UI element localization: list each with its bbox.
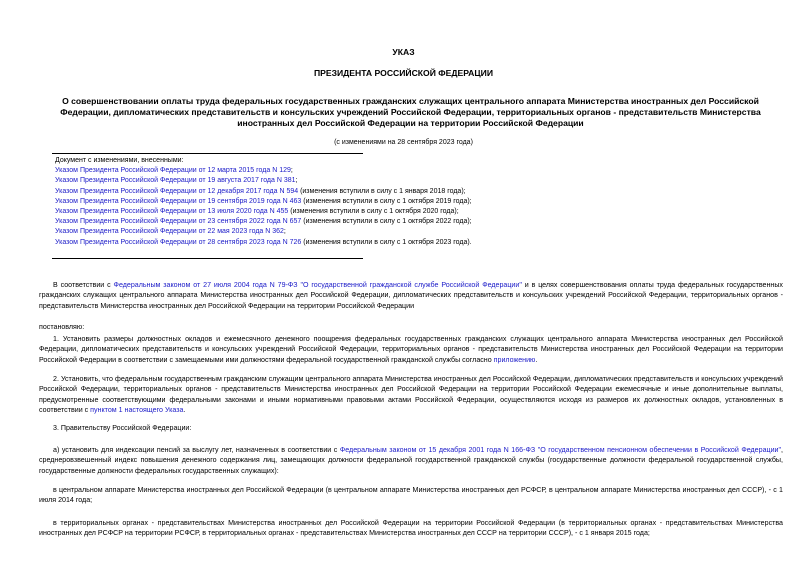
clause-1-link[interactable]: пунктом 1 настоящего Указа bbox=[90, 406, 184, 415]
amendment-link[interactable]: Указом Президента Российской Федерации от 13 июля 2020 года N 455 bbox=[55, 208, 289, 216]
paragraph-3: 3. Правительству Российской Федерации: bbox=[53, 424, 192, 432]
amendments-bottom-rule bbox=[52, 258, 363, 259]
decree-word: постановляю: bbox=[39, 323, 85, 331]
doc-type-title: УКАЗ bbox=[392, 47, 415, 57]
amendment-link[interactable]: Указом Президента Российской Федерации от 22 мая 2023 года N 362 bbox=[55, 228, 284, 236]
amendment-item: Указом Президента Российской Федерации от 19 сентября 2019 года N 463 (изменения вступили в силу с 1 октября 2019 года); bbox=[55, 197, 472, 205]
amendment-item: Указом Президента Российской Федерации от 13 июля 2020 года N 455 (изменения вступили в силу с 1 октября 2020 года); bbox=[55, 208, 459, 216]
amendment-link[interactable]: Указом Президента Российской Федерации от 28 сентября 2023 года N 726 bbox=[55, 238, 302, 246]
amendment-link[interactable]: Указом Президента Российской Федерации от 12 марта 2015 года N 129 bbox=[55, 167, 291, 175]
preamble-paragraph: В соответствии с Федеральным законом от 27 июля 2004 года N 79-ФЗ "О государственной гражданской службе Российской Федерации" и в целях совершенствования оплаты труда федеральных государственных гражданских служащих центрального аппарата Министерства иностранных дел Российской Федерации, дипломатических представительств и консульских учреждений Российской Федерации, территориальных органов - представительств Министерства иностранных дел Российской Федерации на территории Российской Федерации bbox=[39, 281, 783, 310]
amendments-list bbox=[55, 156, 615, 248]
amendment-item: Указом Президента Российской Федерации от 19 августа 2017 года N 381; bbox=[55, 177, 298, 185]
law-166fz-link[interactable]: Федеральным законом от 15 декабря 2001 года N 166-ФЗ "О государственном пенсионном обеспечении в Российской Федерации" bbox=[339, 446, 782, 454]
amendment-link[interactable]: Указом Президента Российской Федерации от 19 сентября 2019 года N 463 bbox=[55, 197, 302, 205]
paragraph-central-apparatus: в центральном аппарате Министерства иностранных дел Российской Федерации (в центральном аппарате Министерства иностранных дел РСФСР, в центральном аппарате Министерства иностранных дел СССР), - с 1 июля 2014 года; bbox=[39, 486, 783, 505]
issuer-title: ПРЕЗИДЕНТА РОССИЙСКОЙ ФЕДЕРАЦИИ bbox=[313, 68, 494, 78]
paragraph-2: 2. Установить, что федеральным государственным гражданским служащим центрального аппарата Министерства иностранных дел Российской Федерации, дипломатических представительств и консульских учреждений Российской Федерации, территориальных органов - представительств Министерства иностранных дел Российской Федерации на территории Российской Федерации ежемесячные и иные дополнительные выплаты, предусмотренные соответствующими федеральными законами и иными нормативными правовыми актами Российской Федерации, осуществляются исходя из размеров их должностных окладов, установленных в соответствии с пунктом 1 настоящего Указа. bbox=[39, 375, 783, 415]
paragraph-1: 1. Установить размеры должностных окладов и ежемесячного денежного поощрения федеральных государственных гражданских служащих центрального аппарата Министерства иностранных дел Российской Федерации, дипломатических представительств и консульских учреждений Российской Федерации, территориальных органов - представительств Министерства иностранных дел Российской Федерации на территории Российской Федерации в соответствии с замещаемыми ими должностями федеральной государственной гражданской службы согласно приложению. bbox=[39, 335, 783, 364]
law-79fz-link[interactable]: Федеральным законом от 27 июля 2004 года N 79-ФЗ "О государственной гражданской службе Российской Федерации" bbox=[113, 281, 522, 289]
amendment-item: Указом Президента Российской Федерации от 12 декабря 2017 года N 594 (изменения вступили в силу с 1 января 2018 года); bbox=[55, 187, 466, 195]
doc-subject: О совершенствовании оплаты труда федеральных государственных гражданских служащих центрального аппарата Министерства иностранных дел Российской Федерации, дипломатических представительств и консульских учреждений Российской Федерации, территориальных органов - представительств Министерства иностранных дел Российской Федерации на территории Российской Федерации bbox=[60, 96, 761, 128]
appendix-link[interactable]: приложению bbox=[493, 355, 536, 364]
paragraph-3a: а) установить для индексации пенсий за выслугу лет, назначенных в соответствии с Федеральным законом от 15 декабря 2001 года N 166-ФЗ "О государственном пенсионном обеспечении в Российской Федерации", среднеровзвешенный индекс повышения денежного содержания лиц, замещающих должности федеральной государственной гражданской службы (государственные должности федеральной государственной службы, государственные должности федеральных государственных служащих): bbox=[39, 446, 784, 475]
amendments-intro: Документ с изменениями, внесенными: bbox=[55, 157, 184, 164]
amendment-item: Указом Президента Российской Федерации от 22 мая 2023 года N 362; bbox=[55, 228, 286, 236]
edition-note: (с изменениями на 28 сентября 2023 года) bbox=[334, 139, 473, 146]
amendment-link[interactable]: Указом Президента Российской Федерации от 23 сентября 2022 года N 657 bbox=[55, 218, 302, 226]
amendments-top-rule bbox=[52, 153, 363, 154]
amendment-item: Указом Президента Российской Федерации от 23 сентября 2022 года N 657 (изменения вступили в силу с 1 октября 2022 года); bbox=[55, 218, 472, 226]
amendment-link[interactable]: Указом Президента Российской Федерации от 12 декабря 2017 года N 594 bbox=[55, 187, 299, 195]
amendment-link[interactable]: Указом Президента Российской Федерации от 19 августа 2017 года N 381 bbox=[55, 177, 296, 185]
amendment-item: Указом Президента Российской Федерации от 28 сентября 2023 года N 726 (изменения вступили в силу с 1 октября 2023 года). bbox=[55, 238, 472, 246]
amendment-item: Указом Президента Российской Федерации от 12 марта 2015 года N 129; bbox=[55, 167, 293, 175]
paragraph-territorial-bodies: в территориальных органах - представительствах Министерства иностранных дел Российской Федерации на территории Российской Федерации (в территориальных органах - представительствах Министерства иностранных дел РСФСР на территории РСФСР, в территориальных органах - представительствах Министерства иностранных дел СССР на территории СССР), - с 1 января 2015 года; bbox=[39, 519, 783, 538]
